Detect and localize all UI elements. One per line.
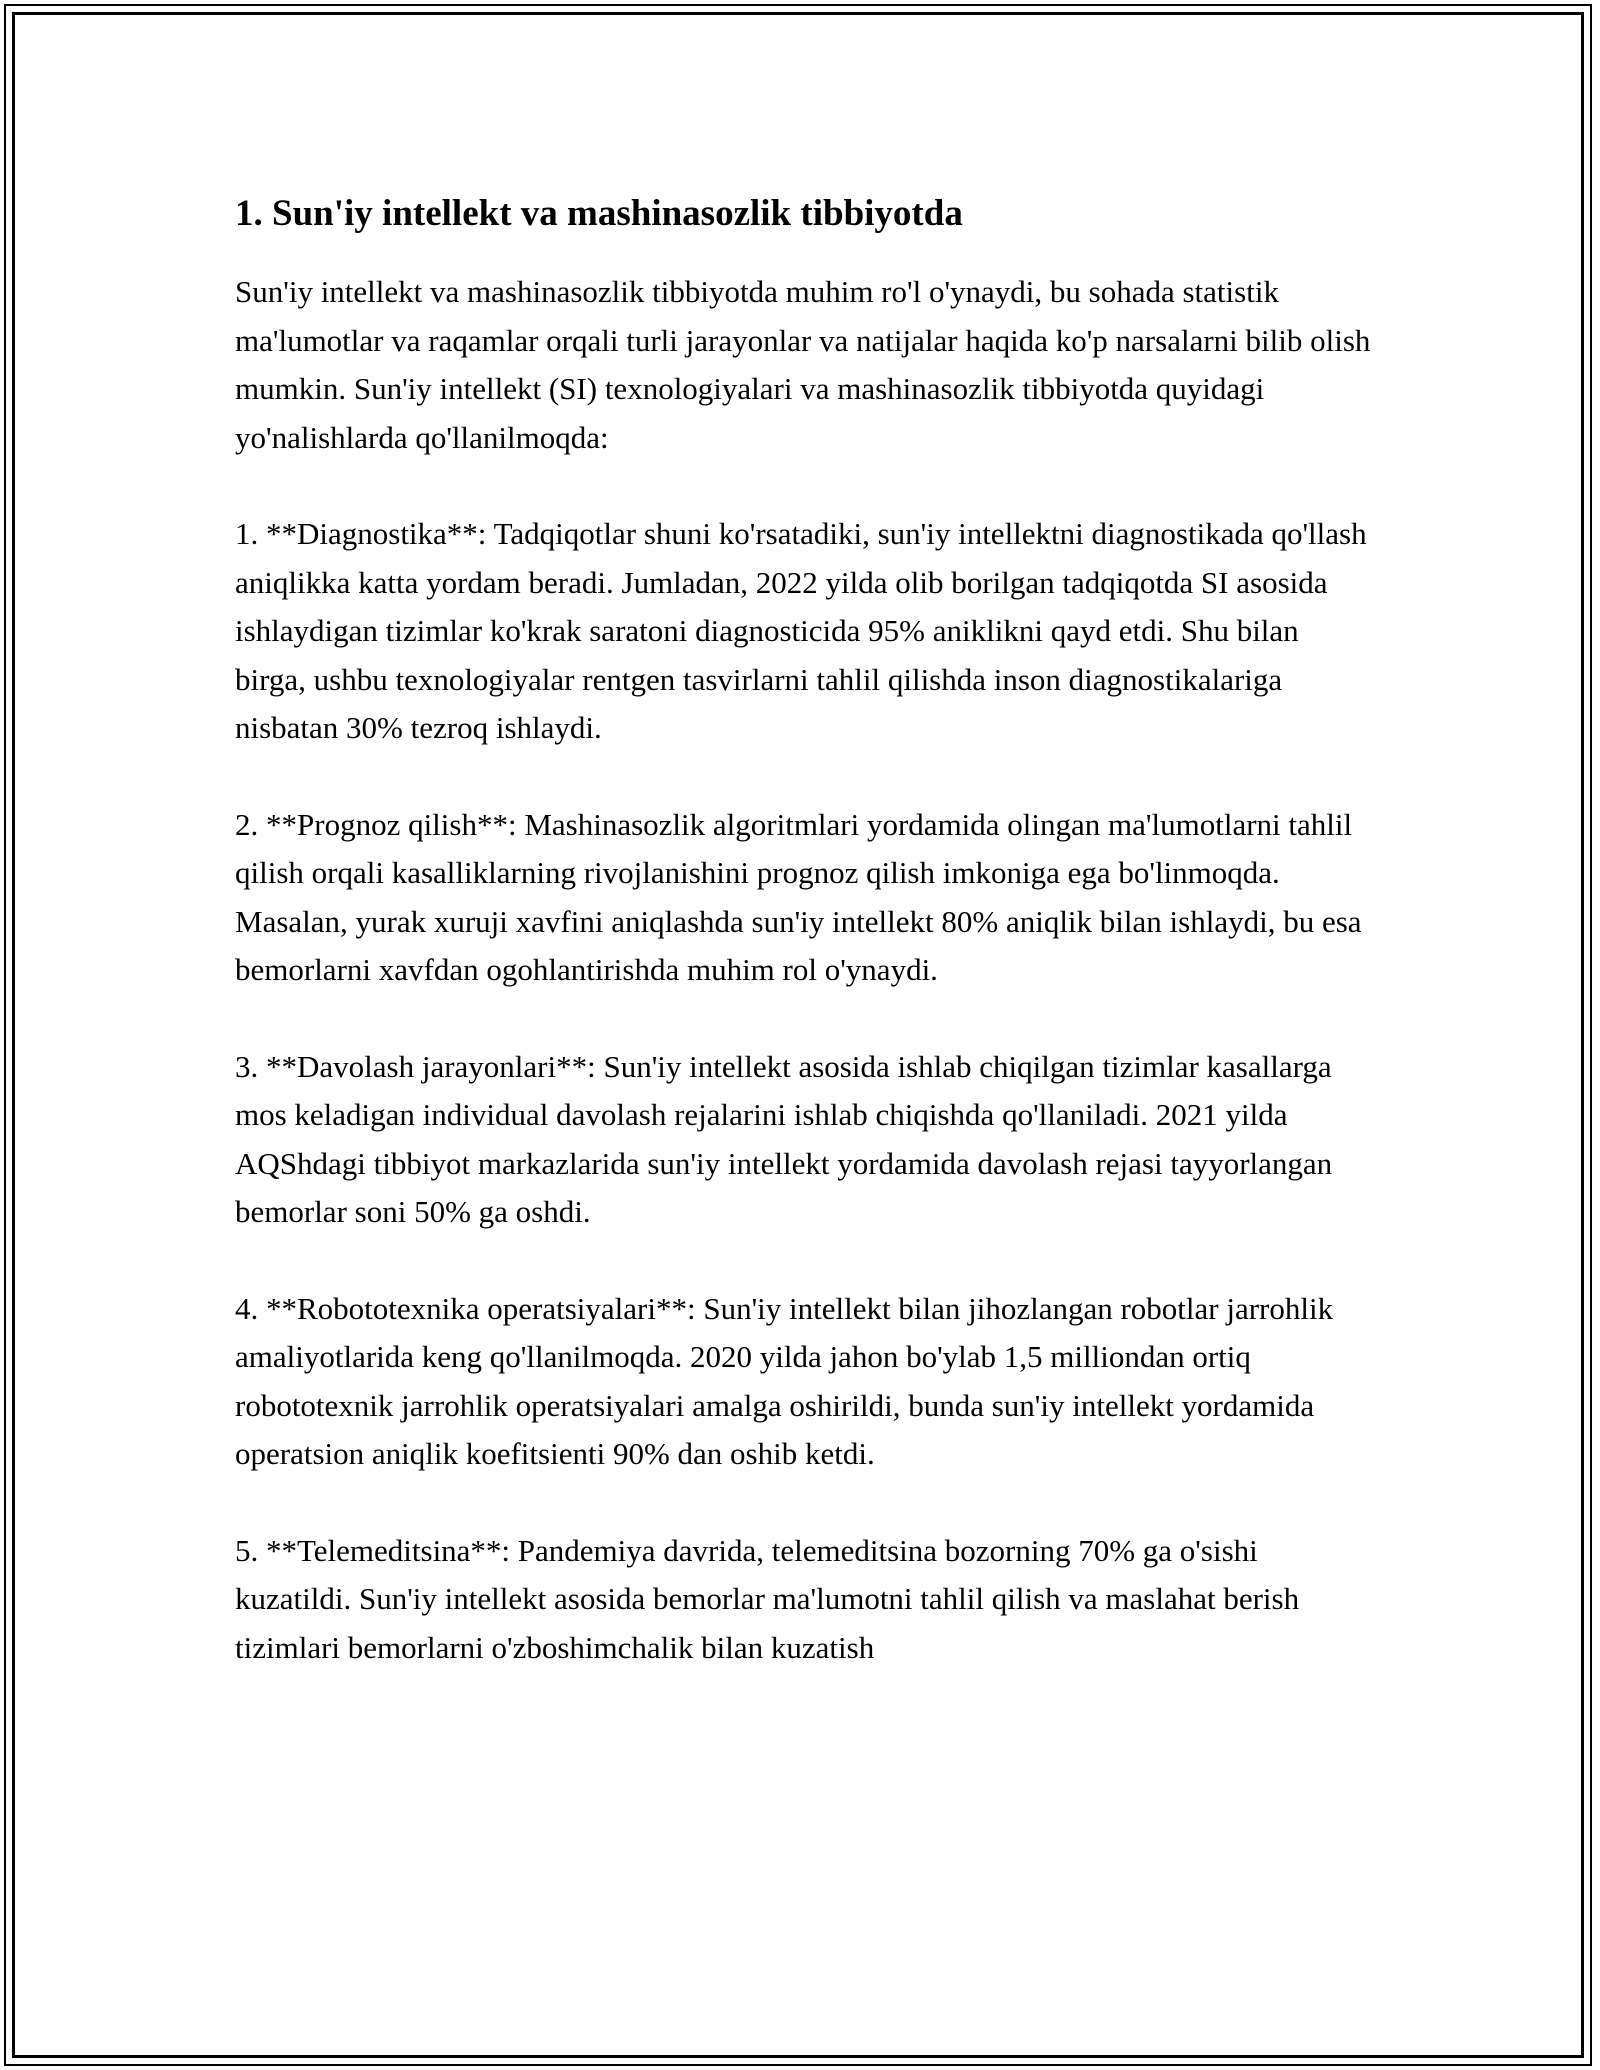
document-body <box>235 186 1375 1720</box>
intro-paragraph: Sun'iy intellekt va mashinasozlik tibbiyotda muhim ro'l o'ynaydi, bu sohada statistik ma'lumotlar va raqamlar orqali turli jarayonlar va natijalar haqida ko'p narsalarni bilib olish mumkin. Sun'iy intellekt (SI) texnologiyalari va mashinasozlik tibbiyotda quyidagi yo'nalishlarda qo'llanilmoqda: <box>235 274 1371 455</box>
document-title: 1. Sun'iy intellekt va mashinasozlik tibbiyotda <box>235 193 963 234</box>
paragraph-robototexnika: 4. **Robototexnika operatsiyalari**: Sun'iy intellekt bilan jihozlangan robotlar jarrohlik amaliyotlarida keng qo'llanilmoqda. 2020 yilda jahon bo'ylab 1,5 milliondan ortiq robototexnik jarrohlik operatsiyalari amalga oshirildi, bunda sun'iy intellekt yordamida operatsion aniqlik koefitsienti 90% dan oshib ketdi. <box>235 1290 1334 1471</box>
paragraph-diagnostika: 1. **Diagnostika**: Tadqiqotlar shuni ko'rsatadiki, sun'iy intellektni diagnostikada qo'llash aniqlikka katta yordam beradi. Jumladan, 2022 yilda olib borilgan tadqiqotda SI asosida ishlaydigan tizimlar ko'krak saratoni diagnosticida 95% aniklikni qayd etdi. Shu bilan birga, ushbu texnologiyalar rentgen tasvirlarni tahlil qilishda inson diagnostikalariga nisbatan 30% tezroq ishlaydi. <box>235 516 1367 745</box>
paragraph-davolash: 3. **Davolash jarayonlari**: Sun'iy intellekt asosida ishlab chiqilgan tizimlar kasallarga mos keladigan individual davolash rejalarini ishlab chiqishda qo'llaniladi. 2021 yilda AQShdagi tibbiyot markazlarida sun'iy intellekt yordamida davolash rejasi tayyorlangan bemorlar soni 50% ga oshdi. <box>235 1048 1333 1229</box>
paragraph-prognoz: 2. **Prognoz qilish**: Mashinasozlik algoritmlari yordamida olingan ma'lumotlarni tahlil qilish orqali kasalliklarning rivojlanishini prognoz qilish imkoniga ega bo'linmoqda. Masalan, yurak xuruji xavfini aniqlashda sun'iy intellekt 80% aniqlik bilan ishlaydi, bu esa bemorlarni xavfdan ogohlantirishda muhim rol o'ynaydi. <box>235 806 1362 987</box>
paragraph-telemeditsina: 5. **Telemeditsina**: Pandemiya davrida, telemeditsina bozorning 70% ga o'sishi kuzatildi. Sun'iy intellekt asosida bemorlar ma'lumotni tahlil qilish va maslahat berish tizimlari bemorlarni o'zboshimchalik bilan kuzatish <box>235 1532 1300 1665</box>
